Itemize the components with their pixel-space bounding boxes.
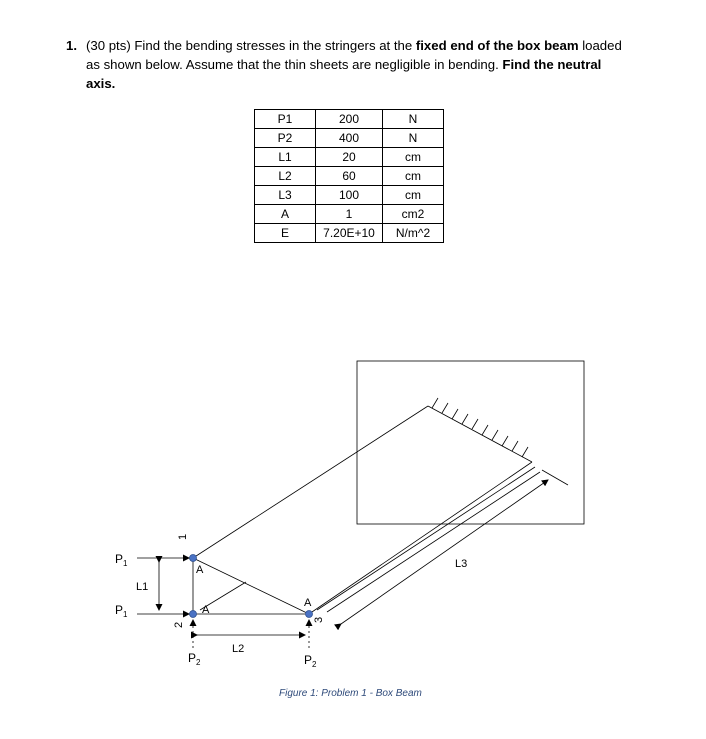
fixed-support-hatch	[428, 398, 532, 462]
label-p1-top-sub: 1	[123, 559, 128, 568]
param-name: P1	[255, 110, 316, 129]
stringer-3-node	[306, 611, 313, 618]
label-p2-left	[188, 651, 201, 667]
param-name: L3	[255, 186, 316, 205]
label-stringer-2: 2	[173, 621, 185, 628]
param-value: 100	[316, 186, 383, 205]
label-p2-left-p: P	[188, 651, 197, 665]
label-p2-right	[304, 653, 317, 669]
param-unit: N/m^2	[383, 224, 444, 243]
label-p1-bottom	[115, 603, 128, 619]
param-name: L1	[255, 148, 316, 167]
label-area-3: A	[304, 597, 312, 609]
label-p1-top-p: P	[115, 552, 124, 566]
param-name: E	[255, 224, 316, 243]
param-name: P2	[255, 129, 316, 148]
label-area-2: A	[202, 604, 210, 616]
param-unit: N	[383, 129, 444, 148]
problem-text-part2: loaded as shown below. Assume that the thin sheets are negligible in bending.	[86, 38, 622, 72]
problem-number: 1.	[66, 38, 77, 53]
stringer-2-node	[190, 611, 197, 618]
figure-caption: Figure 1: Problem 1 - Box Beam	[279, 688, 422, 699]
label-stringer-3: 3	[313, 616, 325, 623]
label-p1-bottom-sub: 1	[123, 610, 128, 619]
param-unit: N	[383, 110, 444, 129]
param-value: 400	[316, 129, 383, 148]
label-p1-top	[115, 552, 128, 568]
label-p2-right-p: P	[304, 653, 313, 667]
param-value: 20	[316, 148, 383, 167]
label-l3: L3	[455, 558, 468, 570]
param-unit: cm	[383, 148, 444, 167]
label-p1-bottom-p: P	[115, 603, 124, 617]
problem-text-bold2: Find the neutral axis.	[86, 57, 602, 91]
param-unit: cm2	[383, 205, 444, 224]
label-l1: L1	[136, 581, 149, 593]
label-p2-right-sub: 2	[312, 660, 317, 669]
label-area-1: A	[196, 564, 204, 576]
label-stringer-1: 1	[177, 533, 189, 540]
l3-dimension	[341, 480, 548, 624]
problem-text-bold1: fixed end of the box beam	[415, 38, 579, 53]
param-value: 60	[316, 167, 383, 186]
l3-extension	[542, 470, 568, 485]
param-unit: cm	[383, 186, 444, 205]
label-l2: L2	[232, 643, 245, 655]
label-p2-left-sub: 2	[196, 658, 201, 667]
problem-text-part1: (30 pts) Find the bending stresses in the stringers at the	[86, 38, 416, 53]
param-unit: cm	[383, 167, 444, 186]
box-beam	[193, 406, 540, 614]
param-value: 7.20E+10	[316, 224, 383, 243]
param-name: A	[255, 205, 316, 224]
wall	[357, 361, 584, 524]
stringer-1-node	[190, 555, 197, 562]
param-name: L2	[255, 167, 316, 186]
param-value: 1	[316, 205, 383, 224]
param-value: 200	[316, 110, 383, 129]
